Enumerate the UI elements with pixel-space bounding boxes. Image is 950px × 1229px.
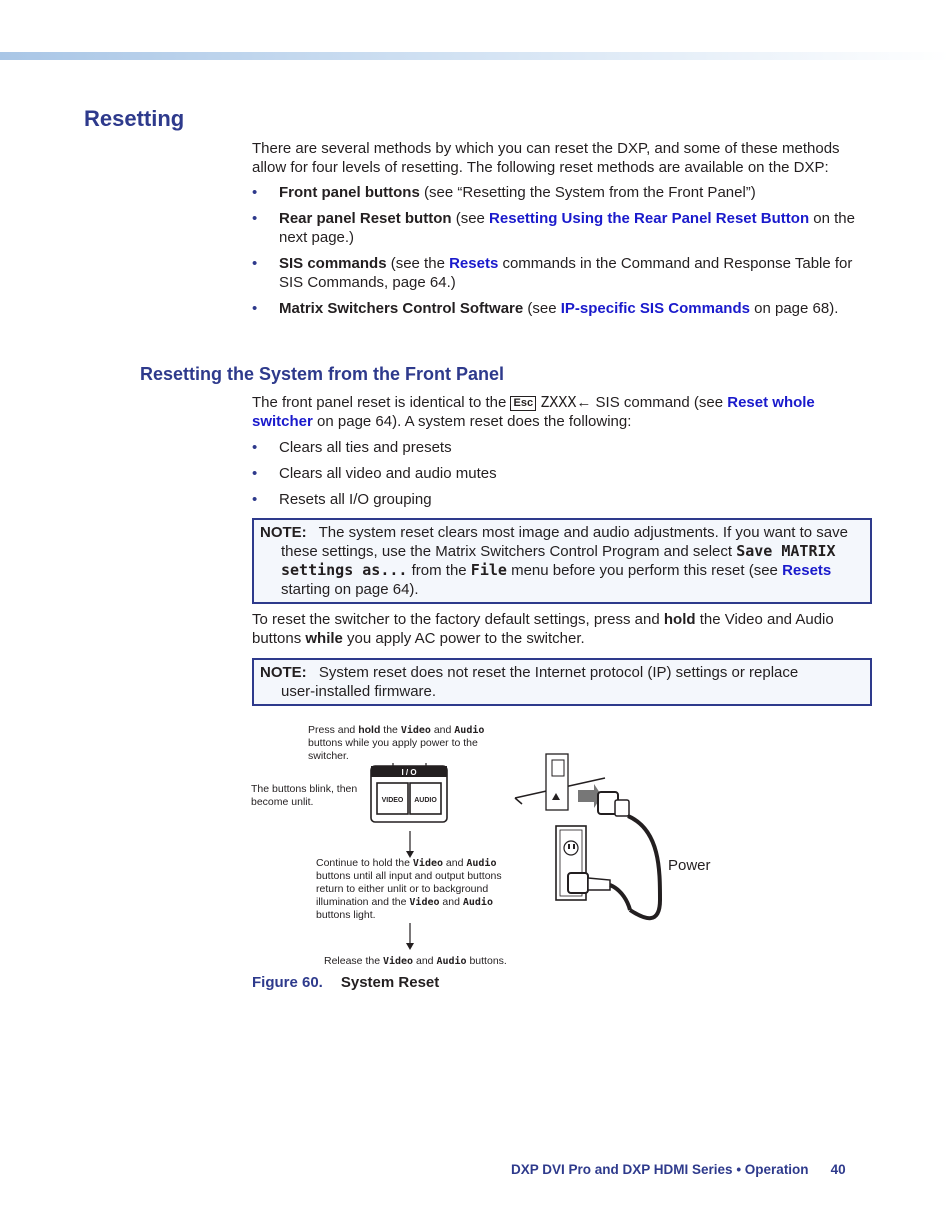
bullet-icon: • bbox=[252, 300, 258, 317]
menu-name: File bbox=[470, 561, 507, 579]
power-plug-illustration bbox=[515, 754, 660, 918]
note-box: NOTE: System reset does not reset the Internet protocol (IP) settings or replace user-installed firmware. bbox=[252, 658, 872, 706]
power-label: Power bbox=[668, 857, 711, 874]
menu-command: Save MATRIX settings as... bbox=[281, 542, 836, 579]
factory-reset-paragraph: To reset the switcher to the factory default settings, press and hold the Video and Audio buttons while you apply AC power to the switcher. bbox=[252, 611, 834, 647]
note-label: NOTE: bbox=[260, 524, 307, 541]
header-band bbox=[0, 52, 950, 60]
page-number: 40 bbox=[830, 1162, 846, 1177]
figure-title: System Reset bbox=[340, 974, 440, 991]
list-item: • Resets all I/O grouping bbox=[252, 491, 432, 508]
svg-text:AUDIO: AUDIO bbox=[414, 797, 437, 804]
figure-caption bbox=[252, 974, 439, 991]
io-label: I / O bbox=[401, 768, 417, 777]
page-footer bbox=[511, 1162, 846, 1177]
link-ip-specific-sis[interactable]: IP-specific SIS Commands bbox=[560, 300, 750, 317]
link-resets[interactable]: Resets bbox=[449, 255, 499, 272]
bullet-icon: • bbox=[252, 184, 258, 201]
link-reset-whole-switcher[interactable]: Reset whole switcher bbox=[252, 394, 815, 430]
note-box: NOTE: The system reset clears most image and audio adjustments. If you want to save these settings, use the Matrix Switchers Control Program and select Save MATRIX settings as... from the File menu before you perform this reset (see Resets starting on page 64). bbox=[252, 518, 872, 604]
bullet-icon: • bbox=[252, 439, 258, 456]
list-item: • Matrix Switchers Control Software (see IP-specific SIS Commands on page 68). bbox=[252, 300, 839, 317]
step-press-hold: Press and hold the Video and Audio buttons while you apply power to the switcher. bbox=[308, 724, 485, 762]
system-reset-figure bbox=[250, 720, 770, 970]
svg-text:VIDEO: VIDEO bbox=[381, 797, 404, 804]
bullet-icon: • bbox=[252, 210, 258, 227]
bullet-icon: • bbox=[252, 255, 258, 272]
blink-note: The buttons blink, then become unlit. bbox=[251, 783, 358, 808]
section-heading: Resetting bbox=[84, 106, 185, 131]
list-item: • Clears all video and audio mutes bbox=[252, 465, 497, 482]
list-item: • Front panel buttons (see “Resetting the System from the Front Panel”) bbox=[252, 184, 756, 201]
front-panel-paragraph: The front panel reset is identical to the Esc ZXXX← SIS command (see Reset whole switcher on page 64). A system reset does the following: bbox=[252, 393, 815, 430]
link-rear-panel-reset[interactable]: Resetting Using the Rear Panel Reset Button bbox=[489, 210, 810, 227]
list-item: • Rear panel Reset button (see Resetting Using the Rear Panel Reset Button on the next page.) bbox=[252, 210, 855, 246]
reset-effects-list bbox=[252, 438, 870, 509]
enter-arrow-icon: ← bbox=[576, 394, 592, 411]
footer-title: DXP DVI Pro and DXP HDMI Series • Operation bbox=[511, 1162, 809, 1177]
step-continue-hold: Continue to hold the Video and Audio buttons until all input and output buttons return to either unlit or to background illumination and the Video and Audio buttons light. bbox=[316, 857, 502, 921]
note-label: NOTE: bbox=[260, 664, 307, 681]
bullet-icon: • bbox=[252, 465, 258, 482]
intro-paragraph: There are several methods by which you can reset the DXP, and some of these methods allow for four levels of resetting. The following reset methods are available on the DXP: bbox=[252, 140, 840, 176]
esc-key-icon: Esc bbox=[510, 396, 536, 411]
front-panel-illustration bbox=[250, 720, 770, 970]
sis-command: ZXXX bbox=[540, 393, 577, 411]
step-release: Release the Video and Audio buttons. bbox=[324, 955, 507, 967]
reset-methods-list bbox=[252, 183, 870, 318]
list-item: • SIS commands (see the Resets commands in the Command and Response Table for SIS Commands, page 64.) bbox=[252, 255, 853, 291]
figure-number: Figure 60. bbox=[252, 974, 323, 991]
subsection-heading: Resetting the System from the Front Panel bbox=[140, 364, 505, 384]
list-item: • Clears all ties and presets bbox=[252, 439, 452, 456]
bullet-icon: • bbox=[252, 491, 258, 508]
link-resets[interactable]: Resets bbox=[782, 562, 832, 579]
